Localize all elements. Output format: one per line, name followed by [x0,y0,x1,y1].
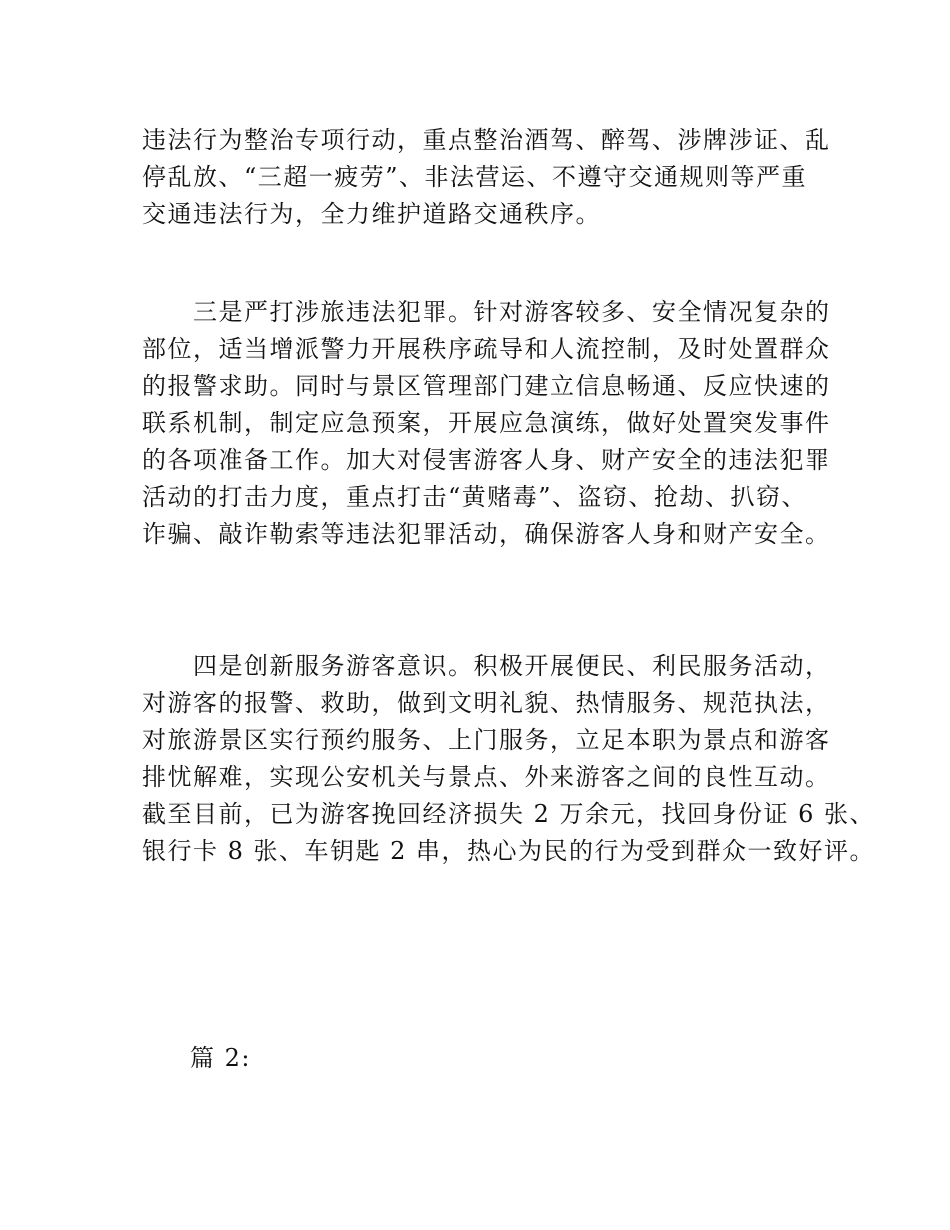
paragraph-tourist-service [142,648,876,870]
text-line: 停乱放、“三超一疲劳”、非法营运、不遵守交通规则等严重 [142,163,808,191]
text-line: 对游客的报警、救助，做到文明礼貌、热情服务、规范执法， [142,689,831,717]
text-line: 截至目前，已为游客挽回经济损失 2 万余元，找回身份证 6 张、 [142,800,876,828]
text-line: 交通违法行为，全力维护道路交通秩序。 [142,200,601,228]
text-line: 银行卡 8 张、车钥匙 2 串，热心为民的行为受到群众一致好评。 [142,837,876,865]
text-line: 对旅游景区实行预约服务、上门服务，立足本职为景点和游客 [142,726,831,754]
paragraph-tourism-crime [142,294,831,553]
paragraph-traffic-enforcement [142,122,831,233]
text-line: 三是严打涉旅违法犯罪。针对游客较多、安全情况复杂的 [142,298,831,326]
text-line: 活动的打击力度，重点打击“黄赌毒”、盗窃、抢劫、扒窃、 [142,483,808,511]
text-line: 排忧解难，实现公安机关与景点、外来游客之间的良性互动。 [142,763,831,791]
text-line: 违法行为整治专项行动，重点整治酒驾、醉驾、涉牌涉证、乱 [142,126,831,154]
section-heading: 篇 2: [190,1044,251,1072]
text-line: 的报警求助。同时与景区管理部门建立信息畅通、反应快速的 [142,372,831,400]
text-line: 四是创新服务游客意识。积极开展便民、利民服务活动， [142,652,831,680]
text-line: 诈骗、敲诈勒索等违法犯罪活动，确保游客人身和财产安全。 [142,520,831,548]
text-line: 的各项准备工作。加大对侵害游客人身、财产安全的违法犯罪 [142,446,831,474]
text-line: 部位，适当增派警力开展秩序疏导和人流控制，及时处置群众 [142,335,831,363]
text-line: 联系机制，制定应急预案，开展应急演练，做好处置突发事件 [142,409,831,437]
